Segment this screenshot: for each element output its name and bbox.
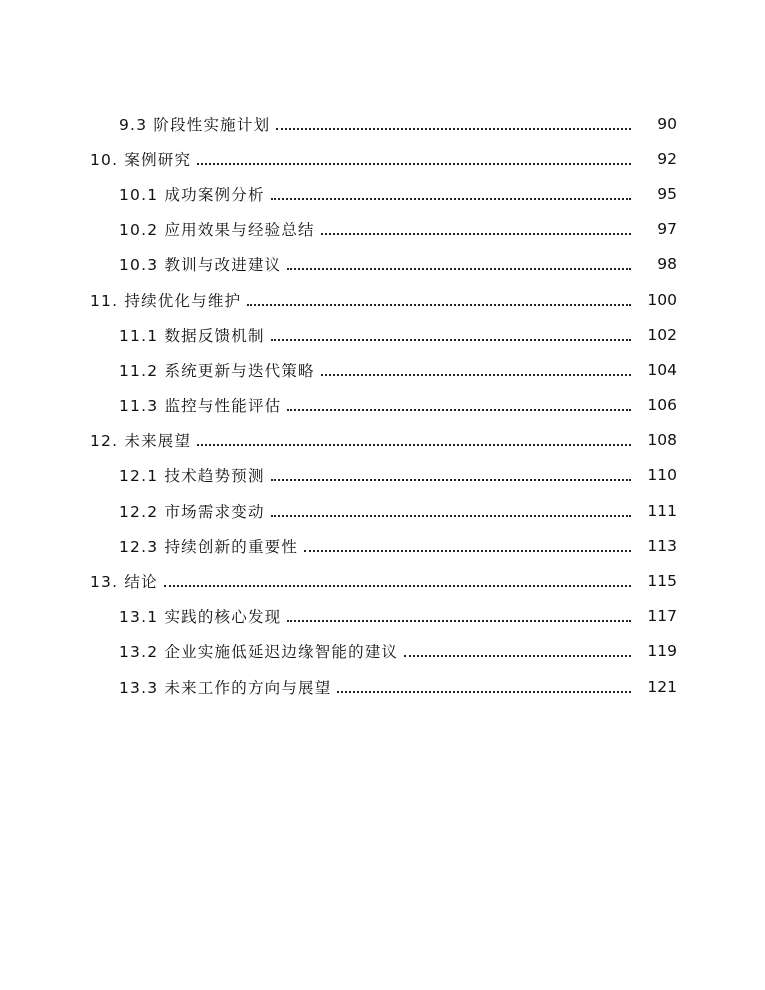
toc-subsection-entry[interactable] <box>0 388 765 423</box>
toc-entry-title: 10.3 教训与改进建议 <box>119 256 282 275</box>
toc-entry-title: 12.2 市场需求变动 <box>119 502 265 521</box>
dot-leader <box>404 655 631 657</box>
toc-entry-page-number: 108 <box>647 431 677 450</box>
dot-leader <box>164 585 631 587</box>
dot-leader <box>197 163 631 165</box>
toc-entry-page-number: 102 <box>647 325 677 344</box>
dot-leader <box>304 550 631 552</box>
toc-entry-page-number: 111 <box>647 501 677 520</box>
toc-entry-page-number: 100 <box>647 290 677 309</box>
toc-entry-title: 11.1 数据反馈机制 <box>119 326 265 345</box>
toc-subsection-entry[interactable] <box>0 176 765 211</box>
toc-section-entry[interactable] <box>0 141 765 176</box>
toc-entry-page-number: 117 <box>647 607 677 626</box>
dot-leader <box>287 268 631 270</box>
toc-entry-page-number: 106 <box>647 396 677 415</box>
toc-section-entry[interactable] <box>0 423 765 458</box>
toc-entry-page-number: 97 <box>657 220 677 239</box>
toc-entry-title: 11.3 监控与性能评估 <box>119 397 282 416</box>
toc-subsection-entry[interactable] <box>0 212 765 247</box>
toc-subsection-entry[interactable] <box>0 493 765 528</box>
toc-entry-title: 10.1 成功案例分析 <box>119 185 265 204</box>
toc-entry-page-number: 121 <box>647 677 677 696</box>
dot-leader <box>321 233 631 235</box>
toc-entry-page-number: 110 <box>647 466 677 485</box>
toc-entry-title: 13.1 实践的核心发现 <box>119 608 282 627</box>
dot-leader <box>321 374 631 376</box>
toc-subsection-entry[interactable] <box>0 528 765 563</box>
toc-entry-title: 10. 案例研究 <box>90 150 192 169</box>
toc-section-entry[interactable] <box>0 282 765 317</box>
toc-entry-page-number: 115 <box>647 572 677 591</box>
toc-subsection-entry[interactable] <box>0 599 765 634</box>
toc-subsection-entry[interactable] <box>0 669 765 704</box>
dot-leader <box>287 409 631 411</box>
toc-subsection-entry[interactable] <box>0 247 765 282</box>
toc-entry-title: 13.2 企业实施低延迟边缘智能的建议 <box>119 643 399 662</box>
toc-entry-title: 12.3 持续创新的重要性 <box>119 537 299 556</box>
table-of-contents <box>0 106 765 704</box>
dot-leader <box>271 515 631 517</box>
toc-entry-title: 11. 持续优化与维护 <box>90 291 242 310</box>
toc-entry-title: 13.3 未来工作的方向与展望 <box>119 678 332 697</box>
toc-entry-title: 11.2 系统更新与迭代策略 <box>119 361 315 380</box>
toc-entry-page-number: 90 <box>657 114 677 133</box>
toc-subsection-entry[interactable] <box>0 106 765 141</box>
toc-subsection-entry[interactable] <box>0 458 765 493</box>
toc-entry-page-number: 104 <box>647 360 677 379</box>
dot-leader <box>271 339 631 341</box>
toc-entry-page-number: 113 <box>647 536 677 555</box>
toc-entry-page-number: 92 <box>657 149 677 168</box>
toc-entry-title: 12. 未来展望 <box>90 432 192 451</box>
dot-leader <box>271 479 631 481</box>
dot-leader <box>271 198 631 200</box>
dot-leader <box>287 620 631 622</box>
toc-subsection-entry[interactable] <box>0 317 765 352</box>
dot-leader <box>247 304 631 306</box>
toc-entry-page-number: 119 <box>647 642 677 661</box>
toc-entry-title: 12.1 技术趋势预测 <box>119 467 265 486</box>
toc-entry-title: 10.2 应用效果与经验总结 <box>119 221 315 240</box>
toc-entry-title: 13. 结论 <box>90 573 158 592</box>
dot-leader <box>337 691 631 693</box>
toc-section-entry[interactable] <box>0 563 765 598</box>
toc-subsection-entry[interactable] <box>0 352 765 387</box>
toc-entry-page-number: 95 <box>657 184 677 203</box>
toc-subsection-entry[interactable] <box>0 634 765 669</box>
toc-entry-page-number: 98 <box>657 255 677 274</box>
toc-entry-title: 9.3 阶段性实施计划 <box>119 115 271 134</box>
dot-leader <box>276 128 631 130</box>
dot-leader <box>197 444 631 446</box>
